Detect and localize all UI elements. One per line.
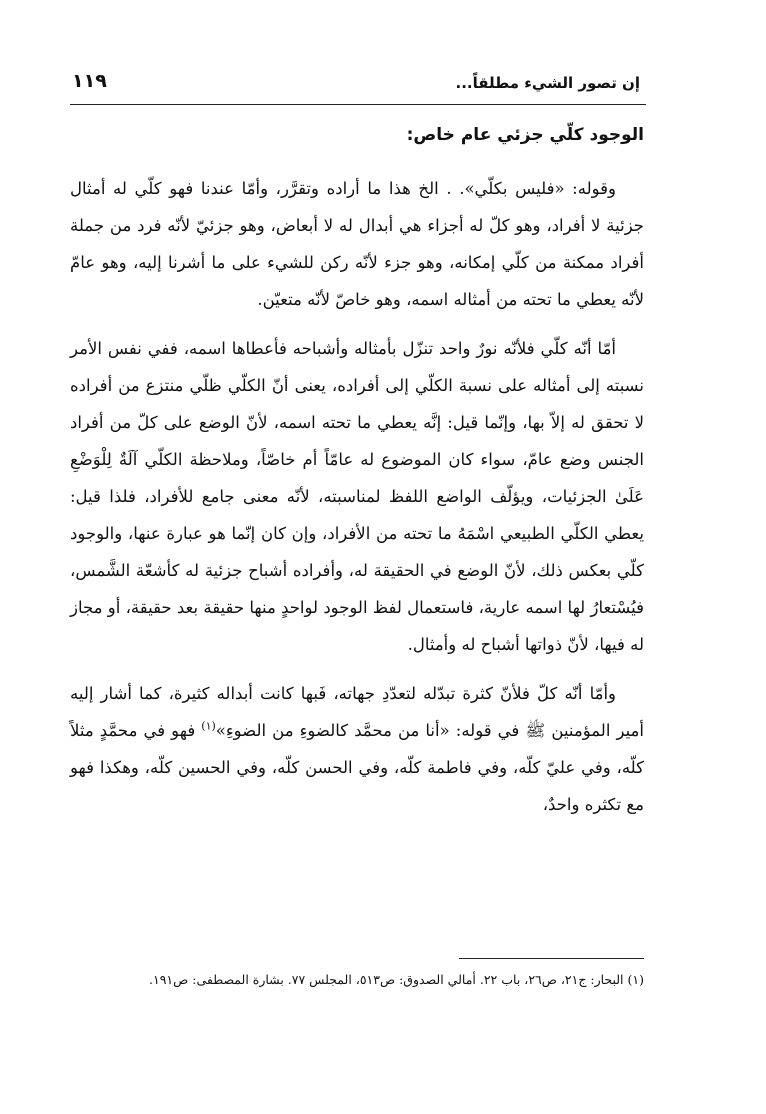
footnote: (١) البحار: ج٢١، ص٢٦، باب ٢٢. أمالي الصدوق: ص٥١٣، المجلس ٧٧. بشارة المصطفى: ص١٩١. — [149, 972, 644, 987]
paragraph-3-part-2: فهو في محمَّدٍ مثلاً كلّه، وفي عليّ كلّه، وفي فاطمة كلّه، وفي الحسن كلّه، وفي الحسين كلّه، وهكذا فهو مع تكثره واحدٌ، — [70, 721, 644, 814]
paragraph-2: أمّا أنّه كلّي فلأنّه نورٌ واحد تنزّل بأمثاله وأشباحه فأعطاها اسمه، ففي نفس الأمر نسبته إلى أمثاله على نسبة الكلّي إلى أفراده، يعنى أنّ الكلّي ظلّي منتزع من أفراده لا تحقق له إلاّ بها، وإنّما قيل: إنَّه يعطي ما تحته اسمه، لأنّ الوضع على كلّ من أفراد الجنس وضع عامّ، سواء كان الموضوع له عامّاً أم خاصّاً، وملاحظة الكلّي آلَةٌ لِلْوَضْعِ عَلَىٰ الجزئيات، ويؤلّف الواضع اللفظ لمناسبته، لأنّه معنى جامع للأفراد، فلذا قيل: يعطي الكلّي الطبيعي اسْمَهُ ما تحته من الأفراد، وإن كان إنّما هو عبارة عنها، والوجود كلّي بعكس ذلك، لأنّ الوضع في الحقيقة له، وأفراده أشباح جزئية له كأشعّة الشَّمس، فيُسْتعارُ لها اسمه عارية، فاستعمال لفظ الوجود لواحدٍ منها حقيقة بعد حقيقة، أو مجاز له فيها، لأنّ ذواتها أشباح له وأمثال. — [70, 339, 644, 654]
paragraph-3 — [70, 675, 644, 823]
body-text — [70, 170, 644, 835]
header-rule — [70, 104, 646, 105]
page-number: ١١٩ — [72, 70, 107, 92]
footnote-rule — [459, 958, 644, 959]
paragraph-3-part-1: وأمّا أنّه كلّ فلأنّ كثرة تبدّله لتعدّدِ جهاته، فَبها كانت أبداله كثيرة، كما أشار إليه أمير المؤمنين ﷺ في قوله: «أنا من محمَّد كالضوءِ من الضوءِ» — [70, 684, 644, 740]
section-heading: الوجود كلّي جزئي عام خاص: — [406, 125, 644, 145]
running-head — [70, 70, 640, 100]
running-title: إن تصور الشيء مطلقاً... — [455, 74, 640, 92]
footnote-marker: (١) — [201, 719, 216, 733]
paragraph-1: وقوله: «فليس بكلّي». . الخ هذا ما أراده وتقرَّر، وأمّا عندنا فهو كلّي له أمثال جزئية لا أفراد، وهو كلّ له أجزاء هي أبدال له لا أبعاض، وهو جزئيّ لأنّه فرد من جملة أفراد ممكنة من كلّي إمكانه، وهو جزء لأنّه ركن للشيء على ما أشرنا إليه، وهو عامّ لأنّه يعطي ما تحته من أمثاله اسمه، وهو خاصّ لأنّه متعيّن. — [70, 179, 644, 309]
